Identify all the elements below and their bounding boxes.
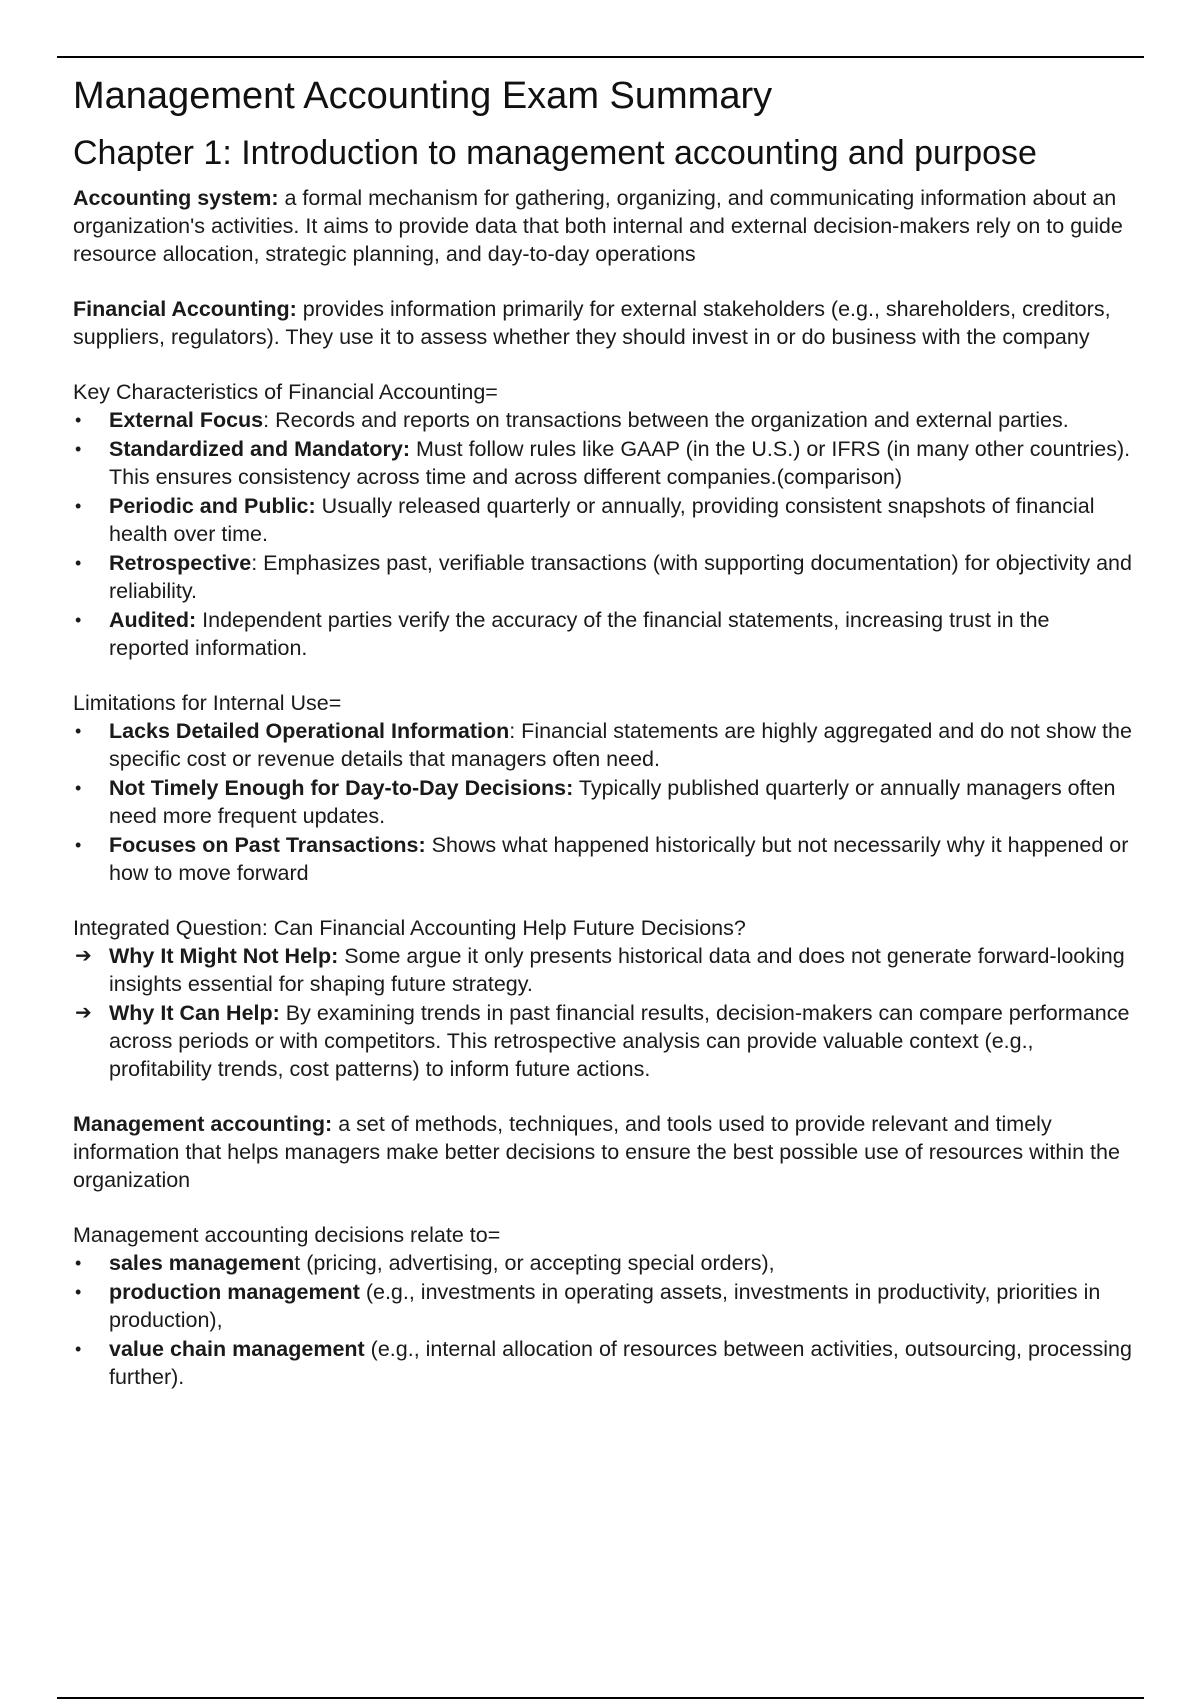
definition-term: Financial Accounting: [73,297,297,321]
item-text: Some argue it only presents historical data and does not generate forward-looking insights essential for shaping future strategy. [109,944,1125,996]
list-item [73,492,1135,548]
item-term: Audited: [109,608,197,632]
arrow-right-icon: ➔ [75,1002,92,1024]
item-text: Independent parties verify the accuracy of the financial statements, increasing trust in the reported information. [109,608,1050,660]
list-item [73,406,1135,434]
bullet-icon: • [75,721,82,741]
item-text: (e.g., investments in operating assets, investments in productivity, priorities in production), [109,1280,1101,1332]
bottom-rule [57,1697,1144,1699]
item-text: : Emphasizes past, verifiable transactions (with supporting documentation) for objectivity and reliability. [109,551,1132,603]
section-heading: Key Characteristics of Financial Accounting= [73,380,498,404]
section-heading: Limitations for Internal Use= [73,691,342,715]
limitations-list [73,717,1135,887]
definition-text: a set of methods, techniques, and tools used to provide relevant and timely information that helps managers make better decisions to ensure the best possible use of resources within the organization [73,1112,1120,1192]
item-term: production management [109,1280,360,1304]
accounting-system-definition [73,184,1135,268]
item-text: Usually released quarterly or annually, providing consistent snapshots of financial health over time. [109,494,1095,546]
list-item [73,606,1135,662]
item-text: t (pricing, advertising, or accepting special orders), [294,1251,775,1275]
list-item [73,1278,1135,1334]
item-text: (e.g., internal allocation of resources between activities, outsourcing, processing further). [109,1337,1132,1389]
bullet-icon: • [75,553,82,573]
item-term: Lacks Detailed Operational Information [109,719,510,743]
bullet-icon: • [75,496,82,516]
list-item [73,717,1135,773]
list-item [73,774,1135,830]
item-term: Not Timely Enough for Day-to-Day Decisions: [109,776,574,800]
decisions-list [73,1249,1135,1391]
item-term: External Focus [109,408,264,432]
section-heading: Management accounting decisions relate to= [73,1223,501,1247]
item-term: Why It Can Help: [109,1001,280,1025]
document-page [73,68,1135,1391]
integrated-question-section [73,914,1135,1083]
key-characteristics-section [73,378,1135,662]
limitations-section [73,689,1135,887]
management-accounting-definition [73,1110,1135,1194]
item-term: Retrospective [109,551,252,575]
list-item [73,1249,1135,1277]
integrated-question-list [73,942,1135,1083]
top-rule [57,56,1144,58]
item-text: Typically published quarterly or annually managers often need more frequent updates. [109,776,1116,828]
item-term: Focuses on Past Transactions: [109,833,426,857]
bullet-icon: • [75,610,82,630]
item-term: Periodic and Public: [109,494,316,518]
document-title: Management Accounting Exam Summary [73,75,773,117]
item-text: : Financial statements are highly aggregated and do not show the specific cost or revenue details that managers often need. [109,719,1132,771]
item-text: : Records and reports on transactions between the organization and external parties. [263,408,1069,432]
financial-accounting-definition [73,295,1135,351]
list-item [73,549,1135,605]
bullet-icon: • [75,1339,82,1359]
chapter-title: Chapter 1: Introduction to management accounting and purpose [73,134,1037,172]
item-term: sales managemen [109,1251,295,1275]
list-item [73,942,1135,998]
item-term: value chain management [109,1337,365,1361]
item-text: Must follow rules like GAAP (in the U.S.) or IFRS (in many other countries). This ensures consistency across time and across different companies.(comparison) [109,437,1131,489]
item-text: Shows what happened historically but not necessarily why it happened or how to move forward [109,833,1129,885]
list-item [73,831,1135,887]
arrow-right-icon: ➔ [75,945,92,967]
item-term: Why It Might Not Help: [109,944,339,968]
item-term: Standardized and Mandatory: [109,437,411,461]
bullet-icon: • [75,1253,82,1273]
bullet-icon: • [75,778,82,798]
item-text: By examining trends in past financial results, decision-makers can compare performance across periods or with competitors. This retrospective analysis can provide valuable context (e.g., profitability trends, cost patterns) to inform future actions. [109,1001,1130,1081]
section-heading: Integrated Question: Can Financial Accounting Help Future Decisions? [73,916,746,940]
list-item [73,1335,1135,1391]
bullet-icon: • [75,410,82,430]
definition-term: Accounting system: [73,186,279,210]
bullet-icon: • [75,835,82,855]
bullet-icon: • [75,439,82,459]
list-item [73,999,1135,1083]
bullet-icon: • [75,1282,82,1302]
definition-term: Management accounting: [73,1112,333,1136]
decisions-section [73,1221,1135,1391]
list-item [73,435,1135,491]
definition-text: provides information primarily for external stakeholders (e.g., shareholders, creditors, suppliers, regulators). They use it to assess whether they should invest in or do business with the company [73,297,1111,349]
definition-text: a formal mechanism for gathering, organizing, and communicating information about an organization's activities. It aims to provide data that both internal and external decision-makers rely on to guide resource allocation, strategic planning, and day-to-day operations [73,186,1123,266]
key-characteristics-list [73,406,1135,662]
